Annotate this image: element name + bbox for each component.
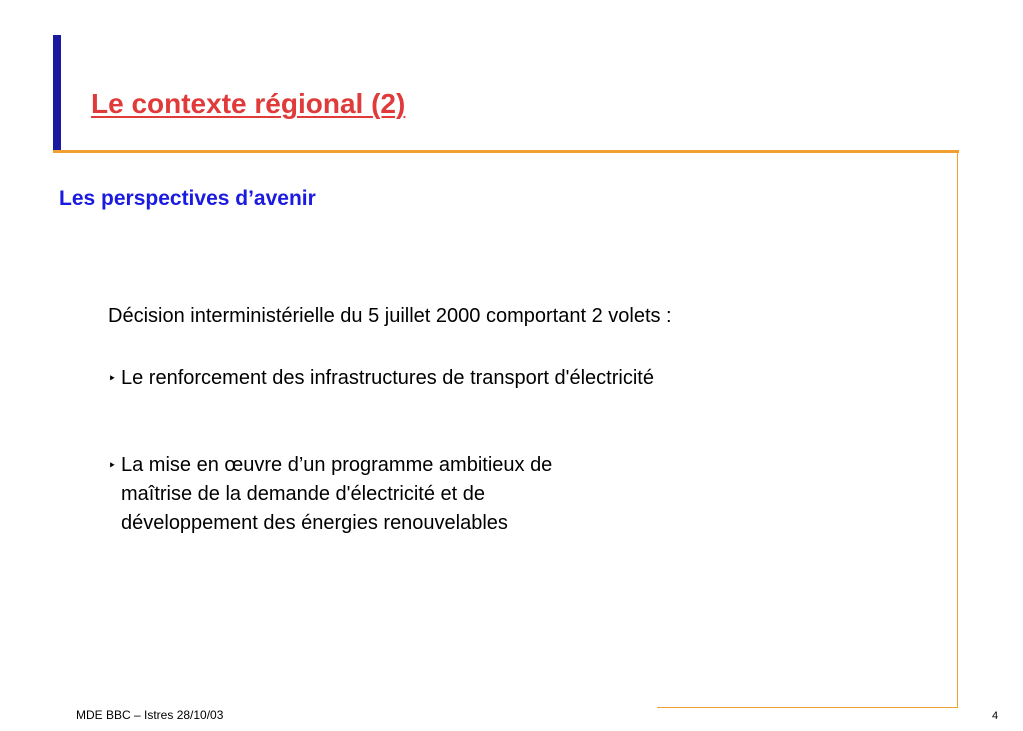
slide-subtitle: Les perspectives d’avenir	[59, 187, 316, 210]
title-accent-bar	[53, 35, 61, 153]
bullet-icon: ‣	[108, 370, 117, 386]
slide-title: Le contexte régional (2)	[91, 88, 406, 119]
bullet-item-2-text	[121, 451, 552, 538]
footer-label: MDE BBC – Istres 28/10/03	[76, 708, 224, 722]
header-rule	[53, 150, 959, 153]
bullet-item-2-line-1: La mise en œuvre d’un programme ambitieux de	[121, 454, 553, 476]
bullet-item-2-line-2: maîtrise de la demande d'électricité et de	[121, 483, 486, 505]
intro-text: Décision interministérielle du 5 juillet 2000 comportant 2 volets :	[108, 305, 672, 327]
bullet-item-1	[108, 364, 654, 393]
frame-bottom-rule	[657, 707, 958, 708]
bullet-item-2-line-3: développement des énergies renouvelables	[121, 512, 508, 534]
bullet-icon: ‣	[108, 457, 117, 473]
page-number: 4	[992, 710, 999, 722]
bullet-item-1-text: Le renforcement des infrastructures de transport d'électricité	[121, 367, 654, 389]
frame-right-rule	[957, 150, 958, 708]
bullet-item-2	[108, 451, 708, 538]
